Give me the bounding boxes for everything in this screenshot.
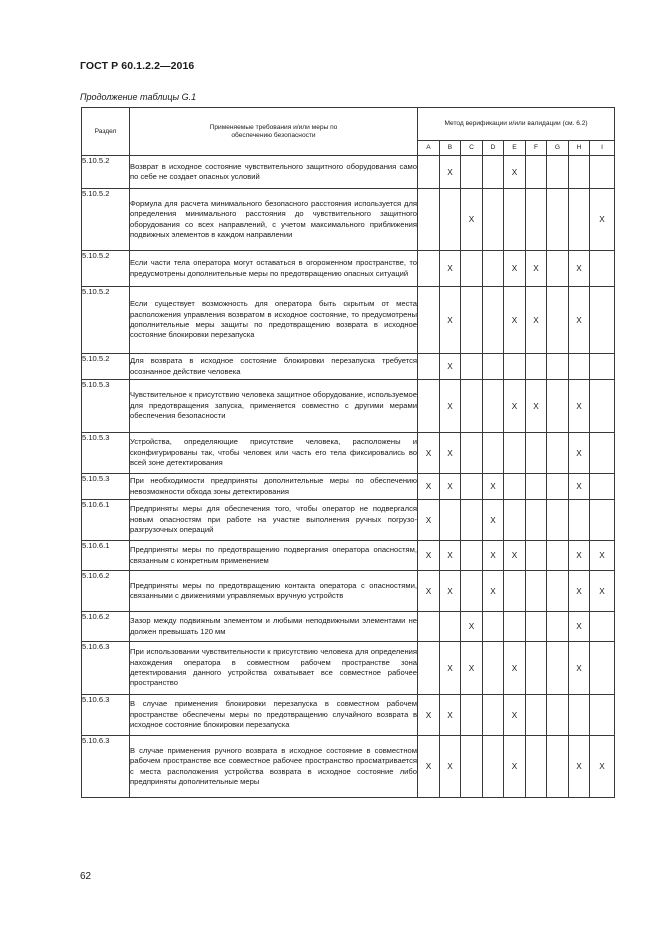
method-d-cell: X (483, 500, 504, 541)
method-a-cell (418, 287, 440, 354)
table-row (82, 571, 615, 612)
method-c-cell (461, 695, 483, 736)
method-h-cell (569, 189, 590, 251)
section-cell: 5.10.5.2 (82, 251, 130, 287)
requirement-cell: Для возврата в исходное состояние блокировки перезапуска требуется осознанное действие человека (130, 354, 418, 380)
method-a-cell (418, 612, 440, 642)
method-b-cell: X (440, 642, 461, 695)
table-row (82, 433, 615, 474)
method-f-cell (526, 354, 547, 380)
method-column-header (418, 108, 615, 141)
requirement-cell: Предприняты меры по предотвращению контакта оператора с опасностями, связанными с движениями управляемых вручную устройств (130, 571, 418, 612)
method-i-cell (590, 642, 615, 695)
method-letter-d: D (483, 140, 504, 155)
method-e-cell (504, 612, 526, 642)
method-c-cell: X (461, 612, 483, 642)
method-letter-e: E (504, 140, 526, 155)
table-row (82, 541, 615, 571)
section-column-header: Раздел (82, 108, 130, 156)
method-g-cell (547, 156, 569, 189)
method-b-cell: X (440, 251, 461, 287)
method-h-cell: X (569, 251, 590, 287)
table-body (82, 156, 615, 798)
method-g-cell (547, 354, 569, 380)
method-a-cell: X (418, 500, 440, 541)
table-row (82, 156, 615, 189)
method-b-cell: X (440, 433, 461, 474)
method-i-cell: X (590, 571, 615, 612)
method-f-cell (526, 433, 547, 474)
section-cell: 5.10.6.1 (82, 500, 130, 541)
section-cell: 5.10.6.3 (82, 736, 130, 798)
section-cell: 5.10.5.2 (82, 156, 130, 189)
method-f-cell (526, 612, 547, 642)
method-h-cell: X (569, 474, 590, 500)
method-e-cell (504, 189, 526, 251)
method-i-cell (590, 474, 615, 500)
table-row (82, 642, 615, 695)
method-i-cell (590, 612, 615, 642)
section-cell: 5.10.6.2 (82, 612, 130, 642)
section-cell: 5.10.6.3 (82, 695, 130, 736)
method-c-cell (461, 156, 483, 189)
method-f-cell (526, 156, 547, 189)
table-row (82, 474, 615, 500)
method-b-cell (440, 500, 461, 541)
method-f-cell (526, 541, 547, 571)
section-cell: 5.10.6.1 (82, 541, 130, 571)
method-e-cell (504, 500, 526, 541)
method-e-cell: X (504, 287, 526, 354)
method-d-cell (483, 612, 504, 642)
method-i-cell (590, 695, 615, 736)
method-letter-i: I (590, 140, 615, 155)
method-h-cell: X (569, 380, 590, 433)
method-g-cell (547, 571, 569, 612)
method-i-cell: X (590, 736, 615, 798)
requirement-cell: Формула для расчета минимального безопасного расстояния используется для определения минимального расстояния до чувствительного защитного оборудования со всех направлений, с учетом максимального приближения подвижных элементов в каждом направлении (130, 189, 418, 251)
method-g-cell (547, 500, 569, 541)
method-b-cell: X (440, 541, 461, 571)
method-g-cell (547, 287, 569, 354)
table-row (82, 500, 615, 541)
method-d-cell (483, 695, 504, 736)
section-cell: 5.10.6.2 (82, 571, 130, 612)
method-g-cell (547, 474, 569, 500)
method-b-cell: X (440, 156, 461, 189)
section-cell: 5.10.6.3 (82, 642, 130, 695)
requirement-cell: Чувствительное к присутствию человека защитное оборудование, используемое для предотвращения запуска, применяется совместно с другими мерами обеспечения безопасности (130, 380, 418, 433)
method-a-cell (418, 642, 440, 695)
method-a-cell: X (418, 433, 440, 474)
method-a-cell: X (418, 571, 440, 612)
method-a-cell: X (418, 474, 440, 500)
method-g-cell (547, 642, 569, 695)
method-h-cell: X (569, 642, 590, 695)
document-title: ГОСТ Р 60.1.2.2—2016 (80, 60, 195, 72)
method-a-cell (418, 156, 440, 189)
method-c-cell (461, 354, 483, 380)
requirements-table (81, 107, 615, 798)
method-f-cell (526, 642, 547, 695)
method-h-cell: X (569, 541, 590, 571)
section-cell: 5.10.5.3 (82, 433, 130, 474)
method-f-cell (526, 500, 547, 541)
method-b-cell: X (440, 287, 461, 354)
method-f-cell: X (526, 287, 547, 354)
method-c-cell (461, 251, 483, 287)
method-d-cell (483, 354, 504, 380)
table-row (82, 736, 615, 798)
method-a-cell (418, 354, 440, 380)
method-f-cell (526, 736, 547, 798)
table-row (82, 612, 615, 642)
method-d-cell (483, 156, 504, 189)
method-g-cell (547, 612, 569, 642)
method-e-cell: X (504, 642, 526, 695)
method-b-cell: X (440, 380, 461, 433)
requirement-column-header (130, 108, 418, 156)
method-c-cell (461, 541, 483, 571)
table-row (82, 251, 615, 287)
requirement-cell: В случае применения блокировки перезапуска в совместном рабочем пространстве обеспечены меры по предотвращению случайного возврата в исходное состояние блокировки перезапуска (130, 695, 418, 736)
method-a-cell: X (418, 541, 440, 571)
method-c-cell (461, 380, 483, 433)
method-f-cell (526, 695, 547, 736)
method-i-cell (590, 380, 615, 433)
method-b-cell: X (440, 474, 461, 500)
method-f-cell (526, 189, 547, 251)
method-f-cell (526, 474, 547, 500)
requirement-cell: В случае применения ручного возврата в исходное состояние в совместном рабочем пространстве все совместное рабочее пространство просматривается с места расположения устройства возврата в исходное состояние либо предприняты дополнительные меры (130, 736, 418, 798)
method-d-cell (483, 380, 504, 433)
method-c-cell (461, 433, 483, 474)
section-cell: 5.10.5.2 (82, 189, 130, 251)
method-b-cell: X (440, 695, 461, 736)
method-a-cell: X (418, 736, 440, 798)
method-d-cell (483, 642, 504, 695)
requirement-header-text: Применяемые требования и/или меры по обеспечению безопасности (209, 123, 338, 139)
method-d-cell: X (483, 474, 504, 500)
table-row (82, 695, 615, 736)
method-c-cell (461, 287, 483, 354)
method-e-cell (504, 354, 526, 380)
method-letter-c: C (461, 140, 483, 155)
method-f-cell: X (526, 251, 547, 287)
method-g-cell (547, 695, 569, 736)
method-letter-b: B (440, 140, 461, 155)
method-b-cell: X (440, 571, 461, 612)
method-e-cell: X (504, 736, 526, 798)
method-h-cell (569, 695, 590, 736)
requirement-cell: Возврат в исходное состояние чувствительного защитного оборудования само по себе не создает опасных условий (130, 156, 418, 189)
requirement-cell: Зазор между подвижным элементом и любыми неподвижными элементами не должен превышать 120 мм (130, 612, 418, 642)
method-h-cell (569, 354, 590, 380)
method-g-cell (547, 189, 569, 251)
method-c-cell (461, 736, 483, 798)
method-e-cell: X (504, 695, 526, 736)
method-h-cell: X (569, 736, 590, 798)
method-e-cell (504, 571, 526, 612)
method-g-cell (547, 433, 569, 474)
section-cell: 5.10.5.2 (82, 354, 130, 380)
method-i-cell (590, 156, 615, 189)
section-cell: 5.10.5.3 (82, 380, 130, 433)
method-letter-a: A (418, 140, 440, 155)
method-i-cell (590, 287, 615, 354)
method-d-cell: X (483, 541, 504, 571)
method-e-cell: X (504, 156, 526, 189)
requirement-cell: Предприняты меры для обеспечения того, чтобы оператор не подвергался новым опасностям при работе на участке выполнения ручных погрузо-разгрузочных операций (130, 500, 418, 541)
method-e-cell: X (504, 251, 526, 287)
method-d-cell (483, 287, 504, 354)
method-e-cell: X (504, 380, 526, 433)
method-c-cell (461, 571, 483, 612)
method-h-cell: X (569, 433, 590, 474)
table-caption: Продолжение таблицы G.1 (80, 92, 197, 102)
method-i-cell: X (590, 541, 615, 571)
method-letter-f: F (526, 140, 547, 155)
method-b-cell (440, 612, 461, 642)
method-c-cell (461, 474, 483, 500)
method-f-cell (526, 571, 547, 612)
method-d-cell (483, 433, 504, 474)
method-e-cell (504, 433, 526, 474)
table-row (82, 189, 615, 251)
method-a-cell (418, 251, 440, 287)
method-e-cell (504, 474, 526, 500)
method-f-cell: X (526, 380, 547, 433)
method-i-cell: X (590, 189, 615, 251)
method-g-cell (547, 251, 569, 287)
method-h-cell: X (569, 287, 590, 354)
method-h-cell (569, 156, 590, 189)
requirement-cell: Предприняты меры по предотвращению подвергания оператора опасностям, связанным с конкретным применением (130, 541, 418, 571)
method-i-cell (590, 251, 615, 287)
method-letter-h: H (569, 140, 590, 155)
method-h-cell: X (569, 612, 590, 642)
method-d-cell (483, 189, 504, 251)
page-number: 62 (80, 871, 92, 882)
method-i-cell (590, 500, 615, 541)
method-d-cell (483, 251, 504, 287)
method-a-cell (418, 380, 440, 433)
table-row (82, 287, 615, 354)
method-c-cell: X (461, 189, 483, 251)
method-g-cell (547, 541, 569, 571)
method-c-cell: X (461, 642, 483, 695)
method-b-cell: X (440, 354, 461, 380)
method-g-cell (547, 736, 569, 798)
method-header-text: Метод верификации и/или валидации (см. 6.2) (444, 119, 588, 127)
method-e-cell: X (504, 541, 526, 571)
requirement-cell: При необходимости предприняты дополнительные меры по обеспечению невозможности обхода зоны детектирования (130, 474, 418, 500)
requirement-cell: При использовании чувствительности к присутствию человека для определения нахождения оператора в совместном рабочем пространстве зона детектирования данного устройства охватывает все совместное рабочее пространство (130, 642, 418, 695)
method-c-cell (461, 500, 483, 541)
table-row (82, 354, 615, 380)
section-cell: 5.10.5.3 (82, 474, 130, 500)
method-b-cell: X (440, 736, 461, 798)
method-d-cell: X (483, 571, 504, 612)
table-row (82, 380, 615, 433)
requirement-cell: Если части тела оператора могут оставаться в огороженном пространстве, то предусмотрены дополнительные меры по предотвращению опасных ситуаций (130, 251, 418, 287)
method-b-cell (440, 189, 461, 251)
requirement-cell: Устройства, определяющие присутствие человека, расположены и сконфигурированы так, чтобы человек или часть его тела фиксировались во всей зоне детектирования (130, 433, 418, 474)
method-d-cell (483, 736, 504, 798)
method-a-cell (418, 189, 440, 251)
method-letter-g: G (547, 140, 569, 155)
method-i-cell (590, 354, 615, 380)
method-g-cell (547, 380, 569, 433)
method-a-cell: X (418, 695, 440, 736)
method-h-cell: X (569, 571, 590, 612)
section-cell: 5.10.5.2 (82, 287, 130, 354)
requirement-cell: Если существует возможность для оператора быть скрытым от места расположения управления возвратом в исходное состояние, то предусмотрены дополнительные меры защиты по предотвращению возврата в исходное состояние блокировки перезапуска (130, 287, 418, 354)
method-i-cell (590, 433, 615, 474)
method-h-cell (569, 500, 590, 541)
